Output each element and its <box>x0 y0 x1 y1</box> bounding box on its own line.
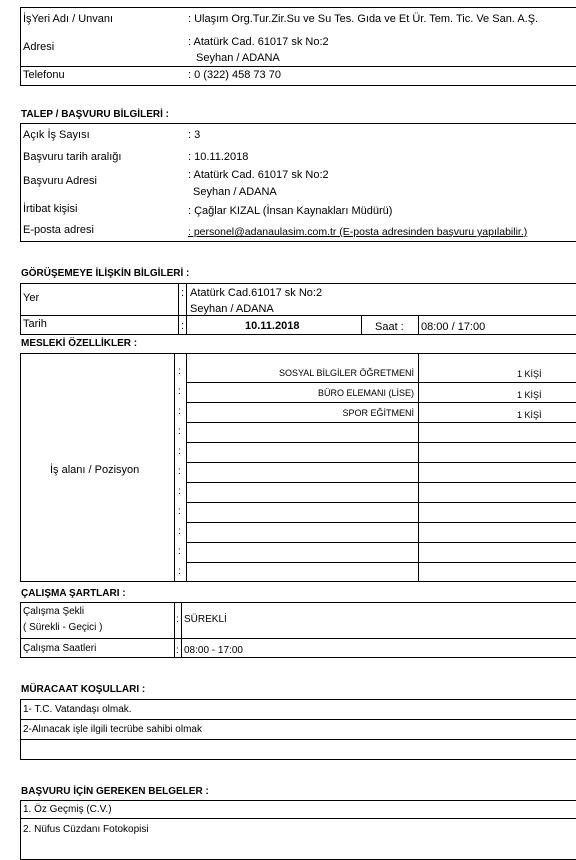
employer-name-value: : Ulaşım Org.Tur.Zir.Su ve Su Tes. Gıda ve Et Ür. Tem. Tic. Ve San. A.Ş. <box>188 13 539 25</box>
interview-time-value: 08:00 / 17:00 <box>421 321 486 333</box>
colon: : <box>176 614 179 625</box>
colon: : <box>181 287 185 299</box>
interview-heading: GÖRÜŞEMEYE İLİŞKİN BİLGİLERİ : <box>21 268 190 279</box>
work-type-sublabel: ( Sürekli - Geçici ) <box>23 622 103 633</box>
application-heading: TALEP / BAŞVURU BİLGİLERİ : <box>21 109 169 120</box>
contact-value: : Çağlar KIZAL (İnsan Kaynakları Müdürü) <box>188 205 393 217</box>
work-type-value: SÜREKLİ <box>184 614 227 625</box>
email-link[interactable]: : personel@adanaulasim.com.tr (E-posta adresinden başvuru yapılabilir.) <box>188 226 528 238</box>
divider <box>20 66 576 67</box>
document-item: 2. Nüfus Cüzdanı Fotokopisi <box>23 824 149 835</box>
divider <box>181 602 182 658</box>
position-row-divider <box>186 482 576 483</box>
employer-address-label: Adresi <box>23 41 55 53</box>
colon: : <box>178 546 181 557</box>
requirement-item: 2-Alınacak işle ilgili tecrübe sahibi olmak <box>23 724 202 735</box>
divider <box>174 602 175 658</box>
divider <box>418 315 419 335</box>
colon: : <box>178 486 181 497</box>
position-row-divider <box>186 542 576 543</box>
divider <box>20 638 576 639</box>
colon: : <box>181 320 185 332</box>
position-row-divider <box>186 442 576 443</box>
application-address-line2: Seyhan / ADANA <box>193 186 277 198</box>
application-box <box>20 123 576 242</box>
application-address-label: Başvuru Adresi <box>23 175 97 187</box>
interview-date-label: Tarih <box>23 318 47 330</box>
divider <box>186 283 187 335</box>
colon: : <box>178 506 181 517</box>
employer-address-line2: Seyhan / ADANA <box>196 52 280 64</box>
position-row-divider <box>186 502 576 503</box>
interview-place-line1: Atatürk Cad.61017 sk No:2 <box>190 287 323 299</box>
professional-heading: MESLEKİ ÖZELLİKLER : <box>21 338 138 349</box>
requirements-heading: MÜRACAAT KOŞULLARI : <box>21 684 146 695</box>
openings-value: : 3 <box>188 129 201 141</box>
work-hours-value: 08:00 - 17:00 <box>184 645 243 656</box>
position-title: SPOR EĞİTMENİ <box>342 408 414 418</box>
divider <box>178 283 179 335</box>
documents-heading: BAŞVURU İÇİN GEREKEN BELGELER : <box>21 786 209 797</box>
position-row-divider <box>186 462 576 463</box>
conditions-heading: ÇALIŞMA ŞARTLARI : <box>21 588 126 599</box>
divider <box>418 353 419 582</box>
document-item: 1. Öz Geçmiş (C.V.) <box>23 804 112 815</box>
position-title: BÜRO ELEMANI (LİSE) <box>317 388 414 398</box>
position-title: SOSYAL BİLGİLER ÖĞRETMENİ <box>278 368 414 378</box>
divider <box>20 719 576 720</box>
position-area-label: İş alanı / Pozisyon <box>50 464 140 476</box>
interview-time-label: Saat : <box>375 321 404 333</box>
position-row-divider <box>186 562 576 563</box>
colon: : <box>176 645 179 656</box>
colon: : <box>178 366 181 377</box>
colon: : <box>178 426 181 437</box>
colon: : <box>178 406 181 417</box>
openings-label: Açık İş Sayısı <box>23 129 90 141</box>
position-count: 1 KİŞİ <box>517 390 542 400</box>
colon: : <box>178 466 181 477</box>
position-count: 1 KİŞİ <box>517 369 542 379</box>
interview-place-label: Yer <box>23 292 40 304</box>
interview-date-value: 10.11.2018 <box>245 320 300 332</box>
requirement-item: 1- T.C. Vatandaşı olmak. <box>23 704 132 715</box>
divider <box>186 353 187 582</box>
colon: : <box>178 526 181 537</box>
application-date-label: Başvuru tarih aralığı <box>23 151 122 163</box>
work-type-label: Çalışma Şekli <box>23 606 85 617</box>
application-date-value: : 10.11.2018 <box>188 151 249 163</box>
position-row-divider <box>186 522 576 523</box>
divider <box>20 739 576 740</box>
interview-place-line2: Seyhan / ADANA <box>190 303 274 315</box>
employer-address-line1: : Atatürk Cad. 61017 sk No:2 <box>188 36 329 48</box>
application-address-line1: : Atatürk Cad. 61017 sk No:2 <box>188 169 329 181</box>
divider <box>361 315 362 335</box>
employer-phone-label: Telefonu <box>23 69 65 81</box>
employer-phone-value: : 0 (322) 458 73 70 <box>188 69 281 81</box>
contact-label: İrtibat kişisi <box>23 203 78 215</box>
divider <box>20 315 576 316</box>
position-row-divider <box>186 422 576 423</box>
employer-name-label: İşYeri Adı / Unvanı <box>23 13 114 25</box>
position-row-divider <box>186 382 576 383</box>
colon: : <box>178 566 181 577</box>
position-count: 1 KİŞİ <box>517 410 542 420</box>
conditions-box <box>20 602 576 658</box>
colon: : <box>178 446 181 457</box>
divider <box>174 353 175 582</box>
email-label: E-posta adresi <box>23 224 94 236</box>
colon: : <box>178 386 181 397</box>
divider <box>20 818 576 819</box>
work-hours-label: Çalışma Saatleri <box>23 643 97 654</box>
position-row-divider <box>186 402 576 403</box>
